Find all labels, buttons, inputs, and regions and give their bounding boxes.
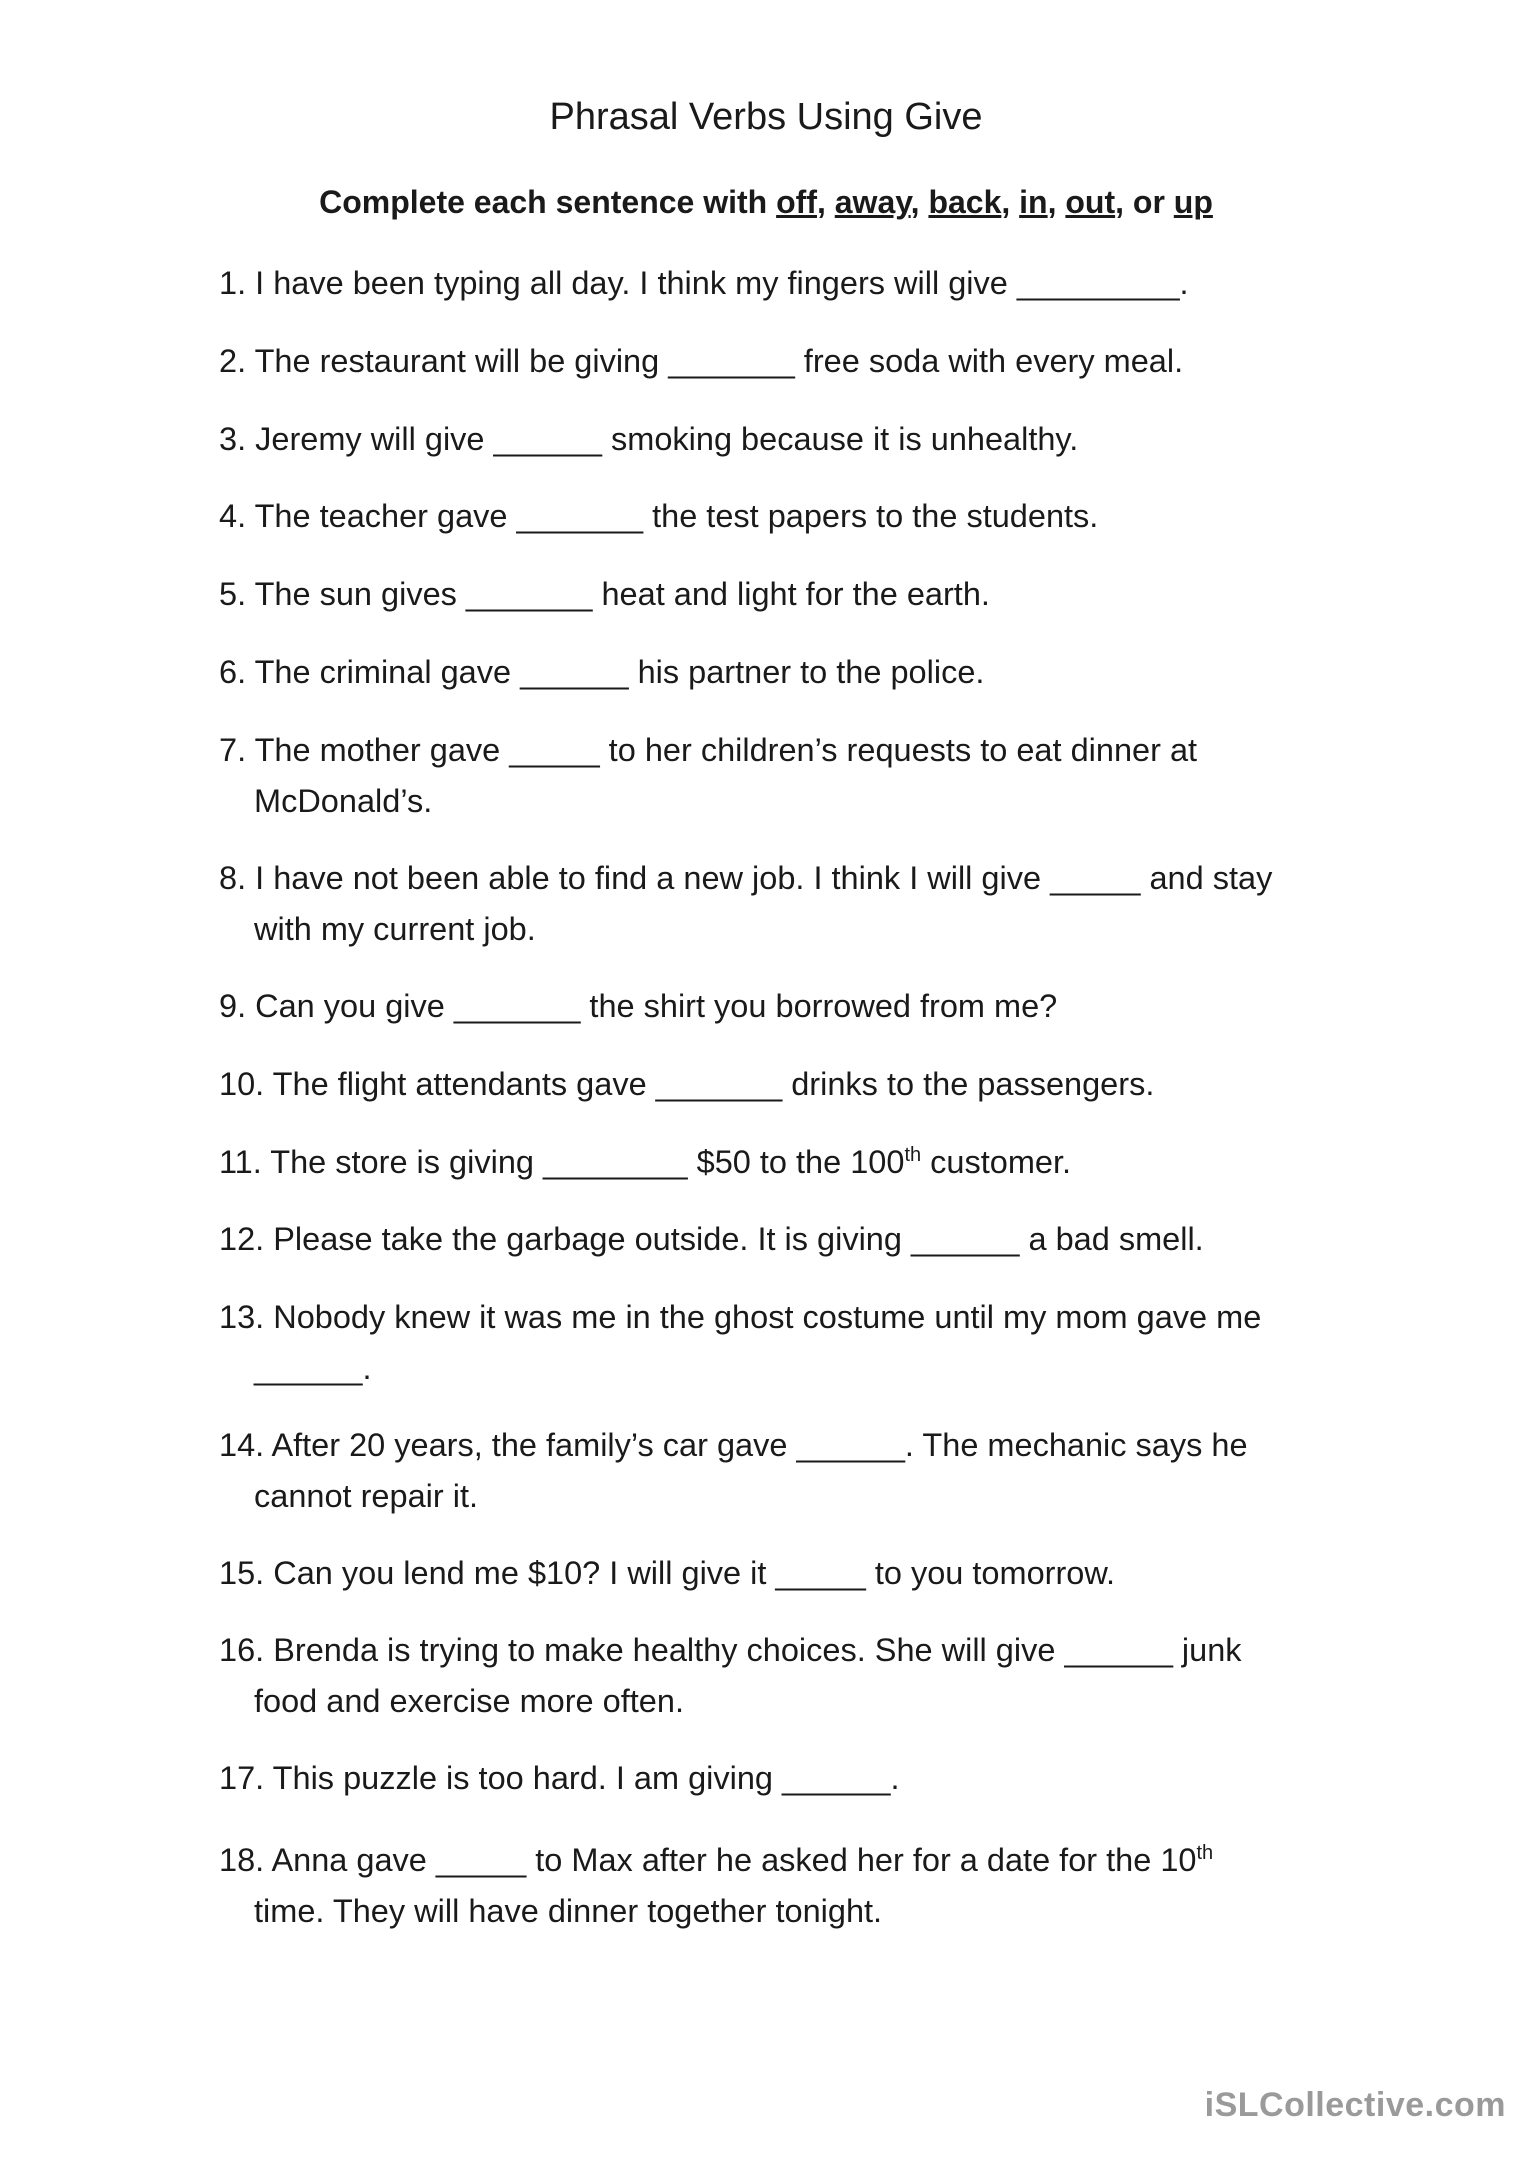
item-text: I have not been able to find a new job. I think I will give _____ and stay — [255, 860, 1273, 896]
item-number: 7. — [219, 732, 247, 768]
exercise-item — [219, 569, 1339, 620]
item-text: The mother gave _____ to her children’s requests to eat dinner at — [254, 732, 1198, 768]
item-number: 18. — [219, 1842, 265, 1878]
instructions-lead: Complete each sentence with — [319, 184, 777, 220]
item-number: 4. — [219, 498, 247, 534]
item-superscript: th — [904, 1144, 922, 1167]
site-watermark: iSLCollective.com — [1204, 2086, 1506, 2124]
item-text: Brenda is trying to make healthy choices. She will give ______ junk — [273, 1632, 1242, 1668]
item-number: 16. — [219, 1632, 265, 1668]
item-text: I have been typing all day. I think my fingers will give _________. — [255, 265, 1189, 301]
item-superscript: th — [1196, 1842, 1214, 1865]
item-text-continued: McDonald’s. — [254, 783, 433, 819]
item-text: Nobody knew it was me in the ghost costume until my mom gave me — [273, 1299, 1262, 1335]
item-number: 2. — [219, 343, 247, 379]
item-text: The sun gives _______ heat and light for the earth. — [254, 576, 990, 612]
item-number: 13. — [219, 1299, 265, 1335]
exercise-item — [219, 725, 1339, 827]
item-text-continued: cannot repair it. — [254, 1478, 479, 1514]
instructions: Complete each sentence with off, away, back, in, out, or up — [319, 184, 1213, 220]
exercise-item — [219, 258, 1339, 309]
option-in: in — [1019, 184, 1048, 220]
instructions-or: or — [1132, 184, 1165, 220]
exercise-item — [219, 1137, 1339, 1188]
item-text: The restaurant will be giving _______ free soda with every meal. — [254, 343, 1184, 379]
item-text: The criminal gave ______ his partner to the police. — [254, 654, 985, 690]
item-text: This puzzle is too hard. I am giving ______. — [272, 1760, 900, 1796]
item-text: Jeremy will give ______ smoking because it is unhealthy. — [255, 421, 1079, 457]
item-text: Can you give _______ the shirt you borrowed from me? — [255, 988, 1058, 1024]
item-text: The store is giving ________ $50 to the 100 — [270, 1144, 905, 1180]
item-text: After 20 years, the family’s car gave ______. The mechanic says he — [271, 1427, 1248, 1463]
exercise-item — [219, 1292, 1339, 1394]
item-text-continued: time. They will have dinner together tonight. — [254, 1893, 883, 1929]
item-text: The teacher gave _______ the test papers to the students. — [254, 498, 1099, 534]
option-away: away — [834, 184, 911, 220]
item-text: Please take the garbage outside. It is giving ______ a bad smell. — [273, 1221, 1204, 1257]
exercise-item — [219, 1059, 1339, 1110]
option-back: back — [928, 184, 1002, 220]
page-title: Phrasal Verbs Using Give — [549, 96, 983, 138]
item-text-continued: ______. — [254, 1350, 372, 1386]
item-number: 15. — [219, 1555, 265, 1591]
item-number: 1. — [219, 265, 247, 301]
exercise-item — [219, 1753, 1339, 1804]
item-text: Anna gave _____ to Max after he asked her for a date for the 10 — [271, 1842, 1197, 1878]
exercise-item — [219, 336, 1339, 387]
item-text: The flight attendants gave _______ drinks to the passengers. — [272, 1066, 1155, 1102]
exercise-item — [219, 1625, 1339, 1727]
item-number: 6. — [219, 654, 247, 690]
item-number: 17. — [219, 1760, 265, 1796]
item-number: 5. — [219, 576, 247, 612]
item-number: 12. — [219, 1221, 265, 1257]
item-number: 8. — [219, 860, 247, 896]
item-number: 3. — [219, 421, 247, 457]
exercise-item — [219, 1835, 1339, 1937]
item-text-continued: food and exercise more often. — [254, 1683, 684, 1719]
exercise-item — [219, 981, 1339, 1032]
exercise-item — [219, 491, 1339, 542]
item-number: 11. — [219, 1144, 262, 1180]
exercise-item — [219, 1420, 1339, 1522]
item-text: Can you lend me $10? I will give it _____ to you tomorrow. — [273, 1555, 1116, 1591]
item-number: 9. — [219, 988, 247, 1024]
item-text-after: customer. — [921, 1144, 1072, 1180]
exercise-item — [219, 1214, 1339, 1265]
option-off: off — [776, 184, 817, 220]
item-number: 10. — [219, 1066, 265, 1102]
item-number: 14. — [219, 1427, 265, 1463]
item-text-continued: with my current job. — [254, 911, 536, 947]
exercise-item — [219, 853, 1339, 955]
exercise-item — [219, 1548, 1339, 1599]
option-out: out — [1065, 184, 1116, 220]
exercise-item — [219, 414, 1339, 465]
exercise-item — [219, 647, 1339, 698]
option-up: up — [1173, 184, 1213, 220]
